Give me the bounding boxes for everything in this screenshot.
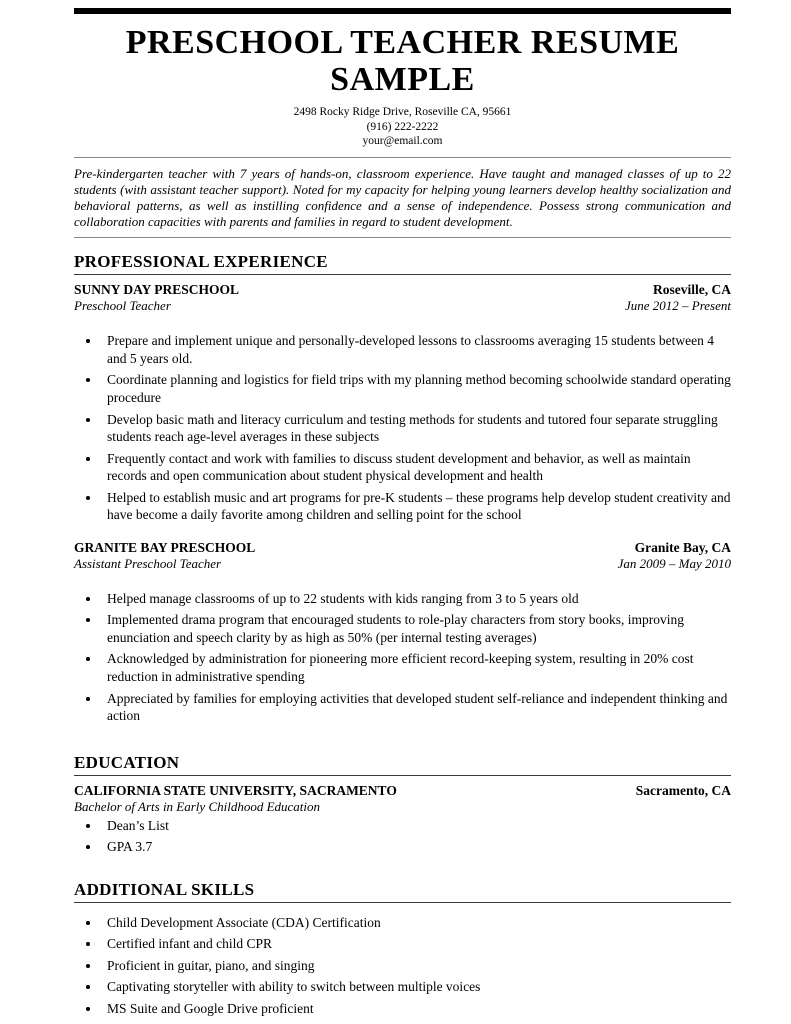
contact-address: 2498 Rocky Ridge Drive, Roseville CA, 95661 bbox=[293, 105, 512, 118]
education-location: Sacramento, CA bbox=[635, 782, 731, 798]
job-company: GRANITE BAY PRESCHOOL bbox=[74, 539, 256, 555]
bullet-item: • Certified infant and child CPR bbox=[101, 935, 731, 953]
job-location: Roseville, CA bbox=[653, 282, 731, 298]
bullet-item: • Frequently contact and work with families to discuss student development and behavior, as well as maintain records and open communication about student physical development and health bbox=[101, 450, 731, 485]
education-school: CALIFORNIA STATE UNIVERSITY, SACRAMENTO bbox=[74, 782, 397, 798]
bullet-item: • Appreciated by families for employing activities that developed student self-reliance and independent thinking and action bbox=[101, 690, 731, 725]
bullet-item: • Develop basic math and literacy curriculum and testing methods for students and tutored four separate struggling students reach age-level averages in these subjects bbox=[101, 411, 731, 446]
bullet-item: • Child Development Associate (CDA) Certification bbox=[101, 914, 731, 932]
job-header-row bbox=[74, 282, 731, 298]
job-title: Assistant Preschool Teacher bbox=[74, 555, 222, 571]
section-heading-experience: PROFESSIONAL EXPERIENCE bbox=[74, 252, 731, 275]
bullet-item: • Acknowledged by administration for pioneering more efficient record-keeping system, resulting in 20% cost reduction in administrative spending bbox=[101, 650, 731, 685]
page-title: PRESCHOOL TEACHER RESUME SAMPLE bbox=[125, 24, 680, 99]
contact-email: your@email.com bbox=[362, 135, 443, 148]
bullet-item: • Proficient in guitar, piano, and singing bbox=[101, 957, 731, 975]
job-location: Granite Bay, CA bbox=[634, 539, 731, 555]
bullet-item: • Dean’s List bbox=[101, 817, 731, 835]
job-bullet-list bbox=[74, 590, 731, 725]
contact-block bbox=[74, 105, 731, 149]
job-dates: Jan 2009 – May 2010 bbox=[617, 555, 731, 571]
job-company: SUNNY DAY PRESCHOOL bbox=[74, 282, 240, 298]
job-bullet-list bbox=[74, 332, 731, 523]
bullet-item: • MS Suite and Google Drive proficient bbox=[101, 1000, 731, 1018]
summary-bottom-rule bbox=[74, 237, 731, 238]
bullet-item: • Prepare and implement unique and personally-developed lessons to classrooms averaging 15 students between 4 and 5 years old. bbox=[101, 332, 731, 367]
skills-bullet-list bbox=[74, 914, 731, 1018]
bullet-item: • Captivating storyteller with ability to switch between multiple voices bbox=[101, 978, 731, 996]
education-entry bbox=[74, 783, 731, 856]
education-bullet-list bbox=[74, 817, 731, 856]
education-header-row bbox=[74, 783, 731, 799]
education-degree: Bachelor of Arts in Early Childhood Education bbox=[74, 798, 321, 814]
job-subheader-row bbox=[74, 556, 731, 572]
summary-text: Pre-kindergarten teacher with 7 years of hands-on, classroom experience. Have taught and managed classes of up to 22 students (with assistant teacher support). Noted for my capacity for helping young learners develop healthy socialization and behavioral patterns, as well as instilling confidence and a sense of independence. Possess strong communication and collaboration capacities with parents and families in regard to student development. bbox=[74, 165, 731, 229]
job-entry bbox=[74, 282, 731, 523]
job-entry bbox=[74, 540, 731, 725]
bullet-item: • Helped manage classrooms of up to 22 students with kids ranging from 3 to 5 years old bbox=[101, 590, 731, 608]
bullet-item: • Helped to establish music and art programs for pre-K students – these programs help develop student creativity and have become a daily favorite among children and selling point for the school bbox=[101, 489, 731, 524]
section-heading-skills: ADDITIONAL SKILLS bbox=[74, 880, 731, 903]
job-header-row bbox=[74, 540, 731, 556]
bullet-item: • GPA 3.7 bbox=[101, 838, 731, 856]
job-dates: June 2012 – Present bbox=[624, 298, 731, 314]
contact-phone: (916) 222-2222 bbox=[366, 120, 439, 133]
bullet-item: • Implemented drama program that encouraged students to role-play characters from story books, improving enunciation and speech clarity by as high as 50% (per internal testing averages) bbox=[101, 611, 731, 646]
bullet-item: • Coordinate planning and logistics for field trips with my planning method becoming schoolwide standard operating procedure bbox=[101, 371, 731, 406]
job-title: Preschool Teacher bbox=[74, 298, 171, 314]
top-divider-rule bbox=[74, 8, 731, 14]
summary-top-rule bbox=[74, 157, 731, 158]
job-subheader-row bbox=[74, 298, 731, 314]
section-heading-education: EDUCATION bbox=[74, 753, 731, 776]
